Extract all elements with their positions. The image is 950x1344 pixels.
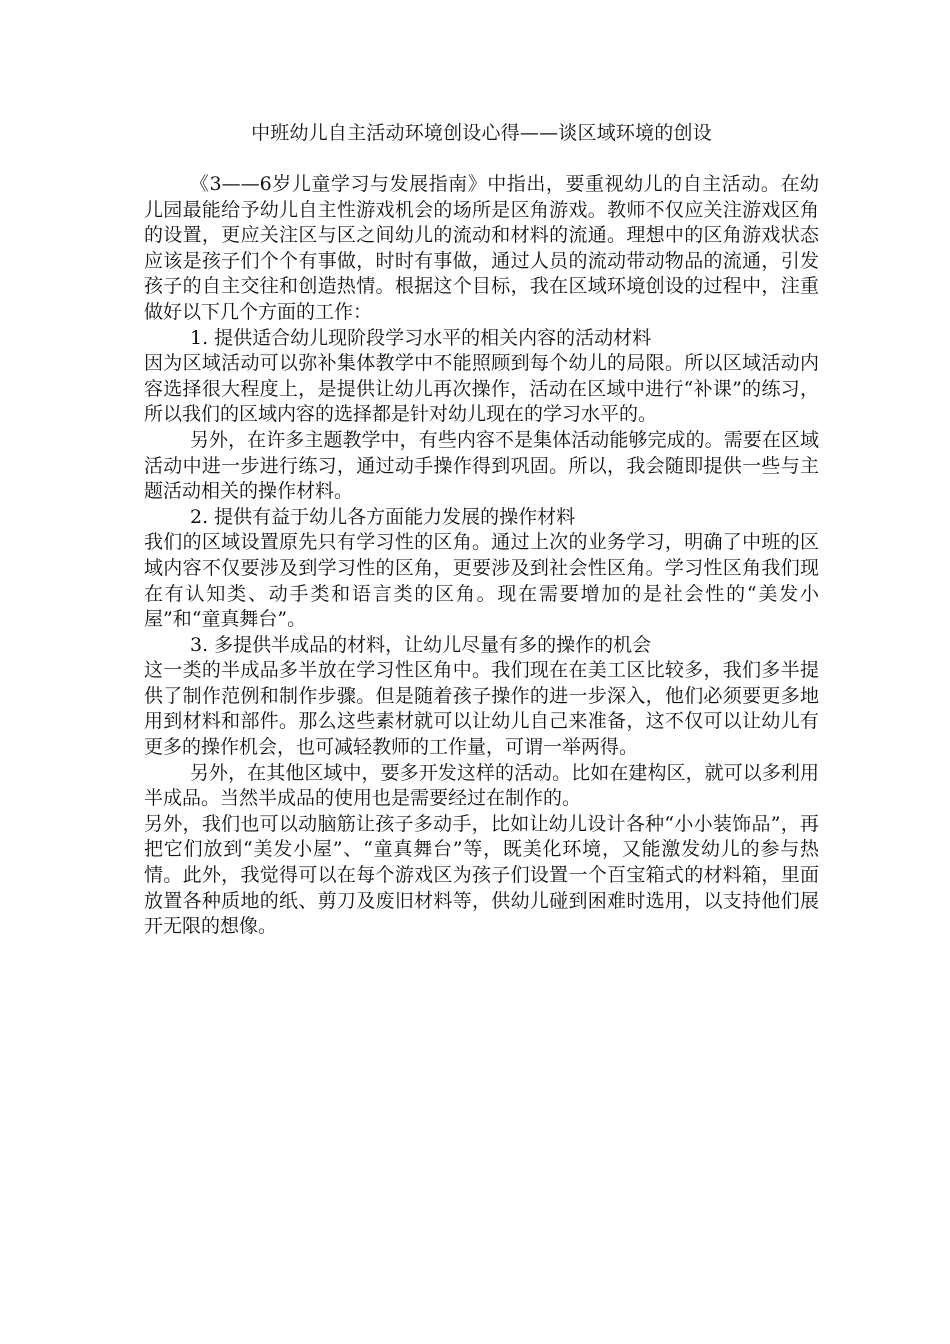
document-title: 中班幼儿自主活动环境创设心得——谈区域环境的创设 <box>251 122 712 144</box>
section-3-paragraph-3: 另外，我们也可以动脑筋让孩子多动手，比如让幼儿设计各种“小小装饰品”，再把它们放到“美发小屋”、“童真舞台”等，既美化环境，又能激发幼儿的参与热情。此外，我觉得可以在每个游戏区为孩子们设置一个百宝箱式的材料箱，里面放置各种质地的纸、剪刀及废旧材料等，供幼儿碰到困难时选用，以支持他们展开无限的想像。 <box>144 812 819 938</box>
section-3-heading: 3. 多提供半成品的材料，让幼儿尽量有多的操作的机会 <box>190 633 652 656</box>
document-body <box>144 120 819 940</box>
section-2-paragraph-1: 我们的区域设置原先只有学习性的区角。通过上次的业务学习，明确了中班的区域内容不仅要涉及到学习性的区角，更要涉及到社会性区角。学习性区角我们现在有认知类、动手类和语言类的区角。现在需要增加的是社会性的“美发小屋”和“童真舞台”。 <box>144 531 819 631</box>
intro-paragraph: 《3——6岁儿童学习与发展指南》中指出，要重视幼儿的自主活动。在幼儿园最能给予幼儿自主性游戏机会的场所是区角游戏。教师不仅应关注游戏区角的设置，更应关注区与区之间幼儿的流动和材料的流通。理想中的区角游戏状态应该是孩子们个个有事做，时时有事做，通过人员的流动带动物品的流通，引发孩子的自主交往和创造热情。根据这个目标，我在区域环境创设的过程中，注重做好以下几个方面的工作： <box>144 173 819 323</box>
section-1-paragraph-2: 另外，在许多主题教学中，有些内容不是集体活动能够完成的。需要在区域活动中进一步进行练习，通过动手操作得到巩固。所以，我会随即提供一些与主题活动相关的操作材料。 <box>144 428 819 503</box>
section-1-paragraph-1: 因为区域活动可以弥补集体教学中不能照顾到每个幼儿的局限。所以区域活动内容选择很大程度上，是提供让幼儿再次操作，活动在区域中进行“补课”的练习，所以我们的区域内容的选择都是针对幼儿现在的学习水平的。 <box>144 352 819 426</box>
section-2-heading: 2. 提供有益于幼儿各方面能力发展的操作材料 <box>190 505 576 528</box>
section-3-paragraph-1: 这一类的半成品多半放在学习性区角中。我们现在在美工区比较多，我们多半提供了制作范例和制作步骤。但是随着孩子操作的进一步深入，他们必须要更多地用到材料和部件。那么这些素材就可以让幼儿自己来准备，这不仅可以让幼儿有更多的操作机会，也可减轻教师的工作量，可谓一举两得。 <box>144 659 819 759</box>
section-3-paragraph-2: 另外，在其他区域中，要多开发这样的活动。比如在建构区，就可以多利用半成品。当然半成品的使用也是需要经过在制作的。 <box>144 761 819 810</box>
section-1-heading: 1. 提供适合幼儿现阶段学习水平的相关内容的活动材料 <box>190 326 652 349</box>
